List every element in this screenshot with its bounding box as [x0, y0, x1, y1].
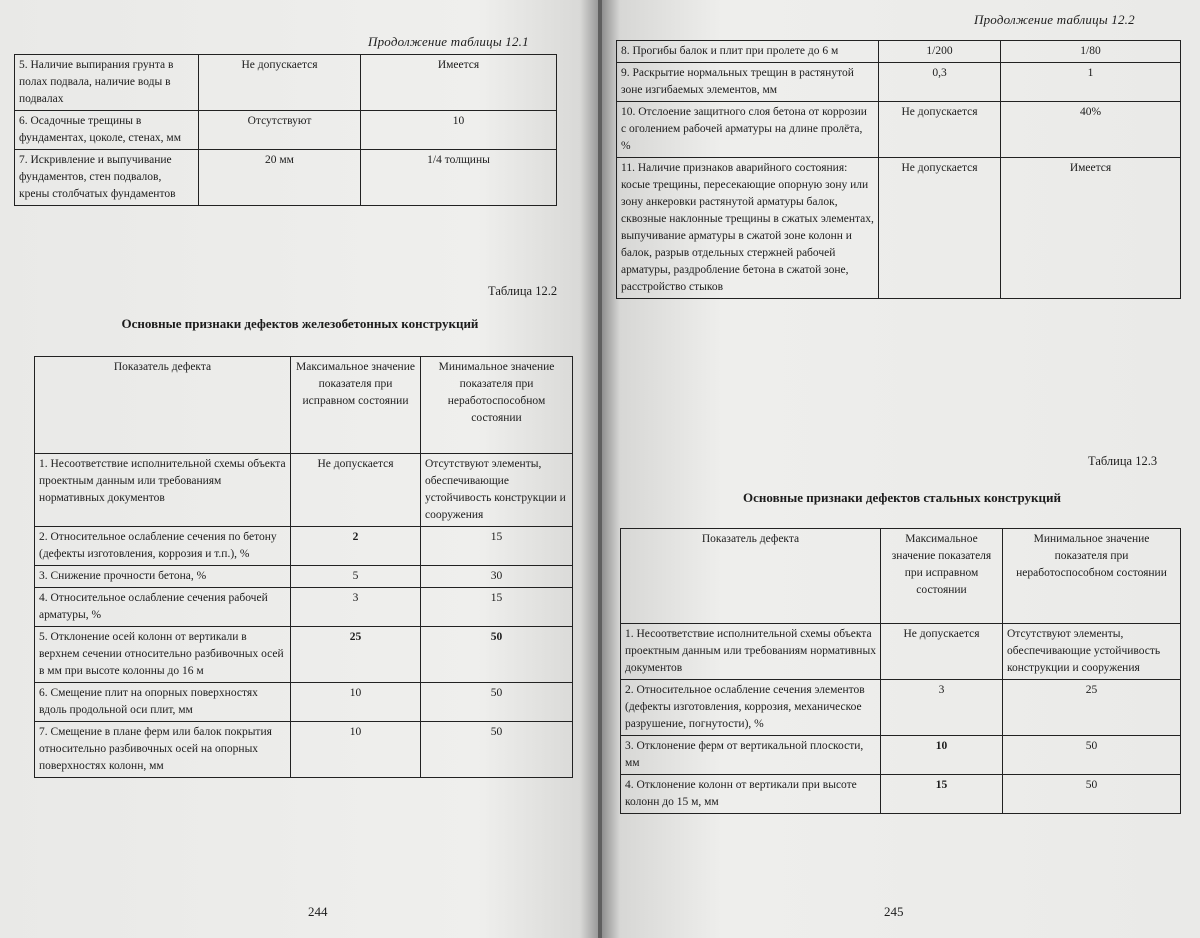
continuation-label-12-2: Продолжение таблицы 12.2 [974, 12, 1135, 27]
cell-min: 50 [421, 627, 573, 683]
page-number-245: 245 [884, 904, 904, 919]
cell-indicator: 2. Относительное ослабление сечения по бетону (дефекты изготовления, коррозия и т.п.), % [35, 527, 291, 566]
header-min: Минимальное значение показателя при неработоспособном состоянии [421, 357, 573, 454]
cell-indicator: 3. Отклонение ферм от вертикальной плоскости, мм [621, 736, 881, 775]
continuation-label-12-1: Продолжение таблицы 12.1 [368, 34, 529, 49]
table-12-3 [620, 528, 1181, 814]
page-245 [602, 0, 1200, 938]
header-indicator: Показатель дефекта [621, 529, 881, 624]
cell-max: 2 [291, 527, 421, 566]
cell-indicator: 5. Наличие выпирания грунта в полах подвала, наличие воды в подвалах [15, 55, 199, 111]
cell-indicator: 1. Несоответствие исполнительной схемы объекта проектным данным или требованиям нормативных документов [35, 454, 291, 527]
cell-min: 50 [421, 722, 573, 778]
cell-min: 30 [421, 566, 573, 588]
cell-min: 40% [1001, 102, 1181, 158]
header-indicator: Показатель дефекта [35, 357, 291, 454]
page-244 [0, 0, 598, 938]
cell-indicator: 8. Прогибы балок и плит при пролете до 6 м [617, 41, 879, 63]
cell-min: 50 [1003, 736, 1181, 775]
table-row [621, 736, 1181, 775]
table-row [15, 111, 557, 150]
cell-max: 10 [291, 722, 421, 778]
table-row [617, 158, 1181, 299]
cell-failure: 10 [361, 111, 557, 150]
table-row [35, 722, 573, 778]
table-12-2 [34, 356, 573, 778]
header-min: Минимальное значение показателя при неработоспособном состоянии [1003, 529, 1181, 624]
cell-normal: Не допускается [199, 55, 361, 111]
table-row [15, 150, 557, 206]
cell-min: Отсутствуют элементы, обеспечивающие устойчивость конструкции и сооружения [1003, 624, 1181, 680]
cell-min: Отсутствуют элементы, обеспечивающие устойчивость конструкции и сооружения [421, 454, 573, 527]
table-row [35, 566, 573, 588]
table-header-row [621, 529, 1181, 624]
cell-failure: Имеется [361, 55, 557, 111]
table-row [621, 624, 1181, 680]
cell-indicator: 3. Снижение прочности бетона, % [35, 566, 291, 588]
table-row [15, 55, 557, 111]
table-row [617, 63, 1181, 102]
cell-min: 15 [421, 527, 573, 566]
table-label-12-3: Таблица 12.3 [1088, 454, 1158, 468]
cell-indicator: 1. Несоответствие исполнительной схемы объекта проектным данным или требованиям нормативных документов [621, 624, 881, 680]
table-row [35, 627, 573, 683]
cell-indicator: 6. Смещение плит на опорных поверхностях вдоль продольной оси плит, мм [35, 683, 291, 722]
cell-max: Не допускается [291, 454, 421, 527]
cell-max: Не допускается [879, 102, 1001, 158]
page-number-244: 244 [308, 904, 328, 919]
cell-indicator: 4. Относительное ослабление сечения рабочей арматуры, % [35, 588, 291, 627]
header-max: Максимальное значение показателя при исправном состоянии [881, 529, 1003, 624]
cell-min: 1 [1001, 63, 1181, 102]
cell-failure: 1/4 толщины [361, 150, 557, 206]
table-row [617, 102, 1181, 158]
cell-indicator: 6. Осадочные трещины в фундаментах, цоколе, стенах, мм [15, 111, 199, 150]
cell-max: 1/200 [879, 41, 1001, 63]
cell-indicator: 11. Наличие признаков аварийного состояния: косые трещины, пересекающие опорную зону или зону анкеровки растянутой арматуры балок, сквозные наклонные трещины в сжатых элементах, выпучивание арматуры в сжатой зоне колонн и балок, разрыв отдельных стержней рабочей арматуры, раздробление бетона в сжатой зоне, расстройство стыков [617, 158, 879, 299]
header-max: Максимальное значение показателя при исправном состоянии [291, 357, 421, 454]
cell-min: 50 [421, 683, 573, 722]
table-title-12-2: Основные признаки дефектов железобетонных конструкций [121, 316, 479, 331]
table-label-12-2: Таблица 12.2 [488, 284, 558, 298]
cell-normal: 20 мм [199, 150, 361, 206]
cell-indicator: 7. Искривление и выпучивание фундаментов, стен подвалов, крены столбчатых фундаментов [15, 150, 199, 206]
table-row [621, 680, 1181, 736]
cell-max: 25 [291, 627, 421, 683]
cell-min: 1/80 [1001, 41, 1181, 63]
table-row [35, 454, 573, 527]
table-title-12-3: Основные признаки дефектов стальных конструкций [743, 490, 1061, 505]
cell-min: Имеется [1001, 158, 1181, 299]
cell-min: 15 [421, 588, 573, 627]
cell-indicator: 2. Относительное ослабление сечения элементов (дефекты изготовления, коррозия, механическое разрушение, погнутости), % [621, 680, 881, 736]
table-12-1-continuation [14, 54, 557, 206]
cell-max: Не допускается [881, 624, 1003, 680]
cell-indicator: 10. Отслоение защитного слоя бетона от коррозии с оголением рабочей арматуры на длине пролёта, % [617, 102, 879, 158]
cell-normal: Отсутствуют [199, 111, 361, 150]
cell-max: 10 [881, 736, 1003, 775]
cell-min: 50 [1003, 775, 1181, 814]
cell-max: 0,3 [879, 63, 1001, 102]
cell-max: 15 [881, 775, 1003, 814]
cell-indicator: 7. Смещение в плане ферм или балок покрытия относительно разбивочных осей на опорных поверхностях колонн, мм [35, 722, 291, 778]
cell-indicator: 9. Раскрытие нормальных трещин в растянутой зоне изгибаемых элементов, мм [617, 63, 879, 102]
cell-min: 25 [1003, 680, 1181, 736]
cell-max: 5 [291, 566, 421, 588]
cell-max: 10 [291, 683, 421, 722]
cell-max: 3 [291, 588, 421, 627]
table-row [35, 527, 573, 566]
cell-max: Не допускается [879, 158, 1001, 299]
cell-indicator: 5. Отклонение осей колонн от вертикали в верхнем сечении относительно разбивочных осей в мм при высоте колонны до 16 м [35, 627, 291, 683]
table-row [617, 41, 1181, 63]
table-row [35, 683, 573, 722]
cell-indicator: 4. Отклонение колонн от вертикали при высоте колонн до 15 м, мм [621, 775, 881, 814]
table-row [35, 588, 573, 627]
table-header-row [35, 357, 573, 454]
table-12-2-continuation [616, 40, 1181, 299]
cell-max: 3 [881, 680, 1003, 736]
table-row [621, 775, 1181, 814]
